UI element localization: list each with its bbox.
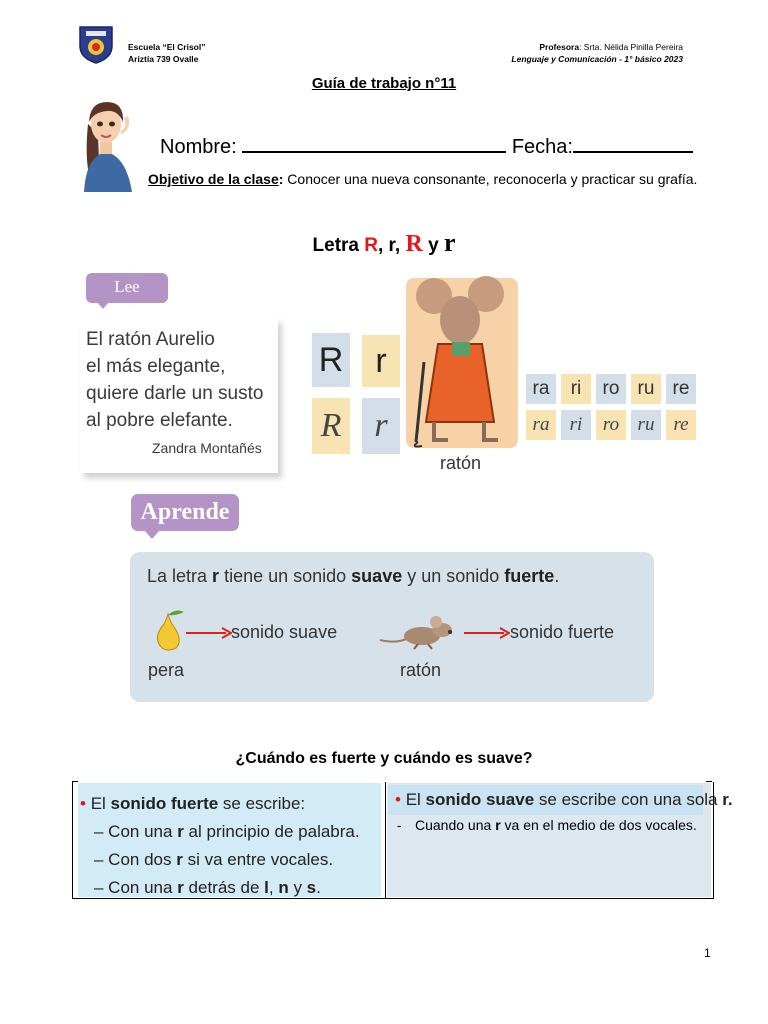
strong-intro-c: se escribe: [218, 794, 306, 813]
poem-author: Zandra Montañés [152, 440, 262, 456]
page-number: 1 [704, 946, 711, 960]
soft-example: pera [148, 660, 185, 680]
aprende-soft-word: suave [351, 566, 403, 586]
objective-label: Objetivo de la clase [148, 171, 279, 187]
objective-text: Conocer una nueva consonante, reconocerla y practicar su grafía. [283, 171, 698, 187]
aprende-text-b: tiene un sonido [219, 566, 352, 586]
aprende-text-end: . [554, 566, 560, 586]
rule-text: . [316, 878, 321, 897]
date-label: Fecha: [511, 136, 573, 158]
rule-text: al principio de palabra. [183, 822, 360, 841]
table-divider [385, 782, 386, 898]
strong-intro-a: El [90, 794, 111, 813]
strong-example: ratón [400, 660, 442, 680]
syllable-tile: re [666, 374, 696, 404]
tile-upper-cursive: R [312, 398, 350, 454]
tile-upper-print: R [312, 333, 350, 387]
soft-detail-c: va en el medio de dos vocales. [500, 817, 697, 833]
strong-rule [80, 790, 360, 902]
letter-heading [0, 228, 768, 258]
soft-intro-c: se escribe con una sola [534, 790, 723, 809]
rule-text: , [268, 878, 279, 897]
aprende-text [147, 566, 559, 587]
syllable-cursive-tile: ro [596, 410, 626, 440]
tile-lower-print: r [362, 335, 400, 387]
lee-tag: Lee [86, 273, 168, 303]
strong-rule-item [80, 818, 360, 846]
rule-text: y [288, 878, 307, 897]
arrow-icon [186, 627, 232, 639]
aprende-tag-tail [144, 530, 160, 539]
school-address: Ariztía 739 Ovalle [128, 54, 199, 64]
school-crest-icon [78, 24, 114, 64]
aprende-strong-word: fuerte [504, 566, 555, 586]
letter-lower-serif: r [443, 228, 456, 257]
tile-lower-cursive: r [362, 398, 400, 454]
teacher-label: Profesora [539, 42, 580, 52]
page-title: Guía de trabajo n°11 [311, 75, 457, 92]
subject-line: Lenguaje y Comunicación - 1° básico 2023 [511, 54, 683, 64]
letter-sep-2: y [422, 235, 444, 256]
rule-letter: r [177, 878, 184, 897]
syllable-tile: ri [561, 374, 591, 404]
rule-text: – Con una [94, 822, 178, 841]
syllable-cursive-tile: ra [526, 410, 556, 440]
poem-line: quiere darle un susto [86, 383, 264, 404]
school-info [128, 41, 205, 65]
soft-intro-d: r. [722, 790, 733, 809]
aprende-text-c: y un sonido [402, 566, 505, 586]
rule-text: – Con una [94, 878, 178, 897]
soft-intro-a: El [405, 790, 426, 809]
rule-letter: r [176, 850, 183, 869]
poem-line: El ratón Aurelio [86, 329, 215, 350]
soft-detail-b: r [495, 817, 501, 833]
mouse-icon [378, 614, 462, 650]
letter-heading-prefix: Letra [312, 235, 365, 256]
mouse-illustration-icon [404, 272, 520, 450]
soft-intro-b: sonido suave [425, 790, 535, 809]
table-corner [72, 781, 78, 782]
teacher-info [500, 41, 683, 65]
soft-detail-a: Cuando una [415, 817, 496, 833]
pear-icon [150, 608, 186, 652]
lee-tag-tail [96, 301, 110, 309]
rule-letter: n [278, 878, 289, 897]
syllable-tile: ro [596, 374, 626, 404]
syllable-cursive-tile: ri [561, 410, 591, 440]
date-field[interactable] [573, 133, 693, 153]
soft-sound-label: sonido suave [231, 622, 338, 642]
rule-letter: s [306, 878, 317, 897]
aprende-tag: Aprende [131, 494, 239, 531]
school-name: Escuela “El Crisol” [128, 42, 206, 52]
aprende-text-a: La letra [147, 566, 213, 586]
soft-rule-detail [415, 817, 705, 833]
name-label: Nombre: [160, 136, 237, 158]
soft-rule [395, 790, 733, 810]
bullet-icon: • [80, 794, 86, 813]
rule-text: – Con dos [94, 850, 177, 869]
strong-rule-item [80, 846, 360, 874]
syllable-tile: ru [631, 374, 661, 404]
syllable-cursive-tile: re [666, 410, 696, 440]
rule-letter: r [177, 822, 184, 841]
table-corner [706, 781, 712, 782]
syllable-cursive-tile: ru [631, 410, 661, 440]
poem-line: el más elegante, [86, 356, 226, 377]
poem [86, 326, 263, 434]
objective [148, 170, 708, 188]
syllable-tile: ra [526, 374, 556, 404]
aprende-letter: r [212, 566, 220, 586]
mouse-label: ratón [440, 453, 482, 473]
strong-rule-item [80, 874, 360, 902]
letter-sep-1: , r, [378, 235, 406, 256]
strong-intro-b: sonido fuerte [110, 794, 219, 813]
rule-letter: l [264, 878, 269, 897]
name-date-row [160, 133, 693, 159]
arrow-icon [464, 627, 510, 639]
letter-upper-serif: R [405, 231, 423, 257]
teacher-avatar-icon [74, 94, 138, 192]
bullet-icon: • [395, 790, 401, 809]
rule-text: detrás de [183, 878, 265, 897]
rule-text: si va entre vocales. [182, 850, 334, 869]
letter-upper: R [364, 235, 378, 256]
objective-colon: : [278, 171, 284, 187]
name-field[interactable] [242, 133, 506, 153]
question-heading: ¿Cuándo es fuerte y cuándo es suave? [235, 750, 533, 767]
teacher-name: : Srta. Nélida Pinilla Pereira [579, 42, 683, 52]
soft-dash: - [397, 817, 402, 833]
strong-sound-label: sonido fuerte [510, 622, 615, 642]
poem-line: al pobre elefante. [86, 410, 233, 431]
